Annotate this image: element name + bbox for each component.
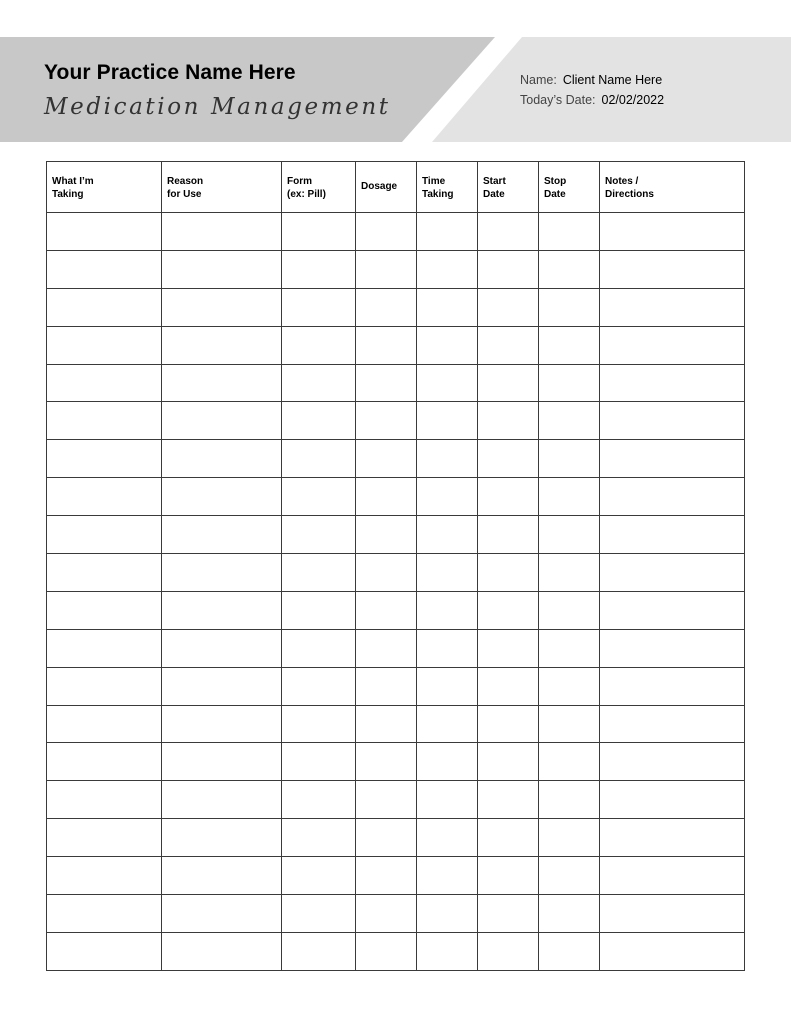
table-cell[interactable]	[162, 591, 282, 629]
table-cell[interactable]	[539, 781, 600, 819]
table-cell[interactable]	[539, 440, 600, 478]
table-cell[interactable]	[600, 591, 745, 629]
table-row	[47, 516, 745, 554]
table-cell[interactable]	[539, 705, 600, 743]
table-cell[interactable]	[600, 554, 745, 592]
table-cell[interactable]	[539, 250, 600, 288]
table-cell[interactable]	[162, 895, 282, 933]
table-cell[interactable]	[162, 478, 282, 516]
table-row	[47, 819, 745, 857]
table-row	[47, 440, 745, 478]
table-row	[47, 857, 745, 895]
table-cell[interactable]	[162, 667, 282, 705]
table-cell[interactable]	[478, 819, 539, 857]
table-cell[interactable]	[356, 326, 417, 364]
table-cell[interactable]	[162, 288, 282, 326]
table-cell[interactable]	[356, 516, 417, 554]
column-header-reason: Reason for Use	[162, 162, 282, 213]
table-row	[47, 554, 745, 592]
table-cell[interactable]	[539, 667, 600, 705]
table-cell[interactable]	[282, 402, 356, 440]
table-cell[interactable]	[47, 705, 162, 743]
table-cell[interactable]	[478, 213, 539, 251]
table-body	[47, 213, 745, 971]
table-cell[interactable]	[47, 516, 162, 554]
table-cell[interactable]	[162, 516, 282, 554]
table-cell[interactable]	[162, 743, 282, 781]
table-cell[interactable]	[478, 250, 539, 288]
table-row	[47, 895, 745, 933]
table-row	[47, 591, 745, 629]
column-header-form: Form (ex: Pill)	[282, 162, 356, 213]
table-cell[interactable]	[356, 932, 417, 970]
table-row	[47, 402, 745, 440]
table-cell[interactable]	[417, 819, 478, 857]
table-cell[interactable]	[539, 857, 600, 895]
table-cell[interactable]	[162, 932, 282, 970]
table-cell[interactable]	[47, 629, 162, 667]
table-cell[interactable]	[417, 478, 478, 516]
table-cell[interactable]	[282, 554, 356, 592]
table-cell[interactable]	[356, 364, 417, 402]
table-cell[interactable]	[356, 288, 417, 326]
table-cell[interactable]	[478, 288, 539, 326]
table-cell[interactable]	[539, 591, 600, 629]
table-cell[interactable]	[162, 250, 282, 288]
table-cell[interactable]	[600, 326, 745, 364]
table-cell[interactable]	[600, 819, 745, 857]
table-cell[interactable]	[478, 781, 539, 819]
table-cell[interactable]	[539, 743, 600, 781]
table-cell[interactable]	[356, 250, 417, 288]
table-cell[interactable]	[282, 288, 356, 326]
table-cell[interactable]	[356, 554, 417, 592]
table-cell[interactable]	[417, 629, 478, 667]
table-cell[interactable]	[162, 364, 282, 402]
table-cell[interactable]	[47, 591, 162, 629]
table-cell[interactable]	[282, 781, 356, 819]
table-cell[interactable]	[417, 705, 478, 743]
table-cell[interactable]	[478, 932, 539, 970]
table-row	[47, 667, 745, 705]
table-cell[interactable]	[539, 326, 600, 364]
table-cell[interactable]	[356, 705, 417, 743]
table-cell[interactable]	[47, 402, 162, 440]
table-cell[interactable]	[47, 857, 162, 895]
table-cell[interactable]	[356, 478, 417, 516]
table-row	[47, 743, 745, 781]
table-cell[interactable]	[282, 932, 356, 970]
table-cell[interactable]	[417, 895, 478, 933]
table-cell[interactable]	[47, 819, 162, 857]
table-cell[interactable]	[47, 288, 162, 326]
column-header-start-date: Start Date	[478, 162, 539, 213]
table-cell[interactable]	[539, 364, 600, 402]
table-cell[interactable]	[47, 326, 162, 364]
header-banner	[0, 0, 791, 150]
table-cell[interactable]	[600, 895, 745, 933]
table-cell[interactable]	[282, 819, 356, 857]
table-cell[interactable]	[417, 857, 478, 895]
table-cell[interactable]	[539, 819, 600, 857]
table-cell[interactable]	[356, 895, 417, 933]
table-cell[interactable]	[162, 781, 282, 819]
table-cell[interactable]	[478, 629, 539, 667]
table-cell[interactable]	[478, 402, 539, 440]
table-cell[interactable]	[417, 250, 478, 288]
table-cell[interactable]	[539, 288, 600, 326]
table-row	[47, 705, 745, 743]
table-cell[interactable]	[47, 895, 162, 933]
table-cell[interactable]	[417, 364, 478, 402]
table-cell[interactable]	[162, 629, 282, 667]
table-row	[47, 629, 745, 667]
table-cell[interactable]	[417, 516, 478, 554]
table-cell[interactable]	[47, 213, 162, 251]
table-cell[interactable]	[282, 440, 356, 478]
table-cell[interactable]	[417, 326, 478, 364]
table-cell[interactable]	[356, 667, 417, 705]
column-header-dosage: Dosage	[356, 162, 417, 213]
table-cell[interactable]	[162, 402, 282, 440]
table-cell[interactable]	[600, 402, 745, 440]
table-row	[47, 781, 745, 819]
table-cell[interactable]	[282, 478, 356, 516]
client-name-row	[520, 73, 662, 87]
table-cell[interactable]	[282, 364, 356, 402]
practice-name: Your Practice Name Here	[44, 61, 296, 84]
table-cell[interactable]	[417, 554, 478, 592]
date-row	[520, 93, 664, 107]
date-label: Today’s Date:	[520, 93, 596, 107]
form-title: Medication Management	[44, 94, 391, 120]
table-cell[interactable]	[162, 213, 282, 251]
table-cell[interactable]	[417, 402, 478, 440]
client-name-field[interactable]: Client Name Here	[562, 73, 663, 87]
table-cell[interactable]	[417, 591, 478, 629]
table-cell[interactable]	[47, 667, 162, 705]
table-cell[interactable]	[539, 554, 600, 592]
table-cell[interactable]	[417, 440, 478, 478]
table-cell[interactable]	[162, 705, 282, 743]
table-cell[interactable]	[478, 705, 539, 743]
table-cell[interactable]	[600, 213, 745, 251]
name-label: Name:	[520, 73, 557, 87]
table-cell[interactable]	[478, 554, 539, 592]
table-row	[47, 932, 745, 970]
table-cell[interactable]	[600, 629, 745, 667]
table-cell[interactable]	[417, 288, 478, 326]
table-cell[interactable]	[539, 516, 600, 554]
table-cell[interactable]	[47, 781, 162, 819]
table-cell[interactable]	[539, 478, 600, 516]
column-header-time-taking: Time Taking	[417, 162, 478, 213]
table-cell[interactable]	[417, 213, 478, 251]
date-field[interactable]: 02/02/2022	[601, 93, 665, 107]
table-cell[interactable]	[162, 440, 282, 478]
table-cell[interactable]	[539, 213, 600, 251]
table-cell[interactable]	[356, 440, 417, 478]
column-header-what-taking: What I’m Taking	[47, 162, 162, 213]
table-row	[47, 288, 745, 326]
table-cell[interactable]	[47, 440, 162, 478]
table-cell[interactable]	[478, 440, 539, 478]
column-header-stop-date: Stop Date	[539, 162, 600, 213]
table-cell[interactable]	[356, 402, 417, 440]
table-cell[interactable]	[356, 781, 417, 819]
table-cell[interactable]	[356, 629, 417, 667]
table-cell[interactable]	[356, 819, 417, 857]
table-cell[interactable]	[282, 516, 356, 554]
table-cell[interactable]	[417, 781, 478, 819]
table-cell[interactable]	[356, 743, 417, 781]
medication-table	[46, 161, 745, 971]
table-cell[interactable]	[47, 554, 162, 592]
table-cell[interactable]	[282, 250, 356, 288]
column-header-notes: Notes / Directions	[600, 162, 745, 213]
table-cell[interactable]	[539, 932, 600, 970]
table-row	[47, 250, 745, 288]
table-cell[interactable]	[478, 478, 539, 516]
table-cell[interactable]	[600, 250, 745, 288]
table-cell[interactable]	[539, 629, 600, 667]
table-cell[interactable]	[600, 288, 745, 326]
table-cell[interactable]	[162, 326, 282, 364]
table-cell[interactable]	[47, 250, 162, 288]
table-cell[interactable]	[600, 857, 745, 895]
table-cell[interactable]	[600, 440, 745, 478]
table-cell[interactable]	[356, 857, 417, 895]
table-cell[interactable]	[47, 743, 162, 781]
table-cell[interactable]	[600, 516, 745, 554]
table-cell[interactable]	[417, 932, 478, 970]
table-header-row	[47, 162, 745, 213]
table-cell[interactable]	[478, 516, 539, 554]
table-cell[interactable]	[282, 705, 356, 743]
table-cell[interactable]	[417, 667, 478, 705]
table-cell[interactable]	[356, 213, 417, 251]
table-cell[interactable]	[162, 819, 282, 857]
table-row	[47, 326, 745, 364]
table-cell[interactable]	[47, 478, 162, 516]
table-cell[interactable]	[600, 705, 745, 743]
table-cell[interactable]	[282, 743, 356, 781]
table-cell[interactable]	[282, 213, 356, 251]
table-cell[interactable]	[282, 895, 356, 933]
table-cell[interactable]	[282, 591, 356, 629]
table-cell[interactable]	[600, 781, 745, 819]
table-cell[interactable]	[600, 743, 745, 781]
table-cell[interactable]	[162, 857, 282, 895]
table-row	[47, 478, 745, 516]
table-cell[interactable]	[47, 932, 162, 970]
table-cell[interactable]	[162, 554, 282, 592]
table-cell[interactable]	[539, 895, 600, 933]
table-cell[interactable]	[478, 743, 539, 781]
table-cell[interactable]	[600, 478, 745, 516]
table-row	[47, 364, 745, 402]
table-cell[interactable]	[478, 364, 539, 402]
table-cell[interactable]	[282, 667, 356, 705]
table-cell[interactable]	[282, 857, 356, 895]
table-cell[interactable]	[600, 364, 745, 402]
table-cell[interactable]	[282, 629, 356, 667]
table-row	[47, 213, 745, 251]
table-cell[interactable]	[478, 895, 539, 933]
table-cell[interactable]	[478, 326, 539, 364]
table-cell[interactable]	[478, 857, 539, 895]
table-cell[interactable]	[417, 743, 478, 781]
table-cell[interactable]	[600, 667, 745, 705]
table-cell[interactable]	[478, 667, 539, 705]
table-cell[interactable]	[600, 932, 745, 970]
table-cell[interactable]	[478, 591, 539, 629]
table-cell[interactable]	[356, 591, 417, 629]
table-cell[interactable]	[282, 326, 356, 364]
table-cell[interactable]	[47, 364, 162, 402]
table-cell[interactable]	[539, 402, 600, 440]
